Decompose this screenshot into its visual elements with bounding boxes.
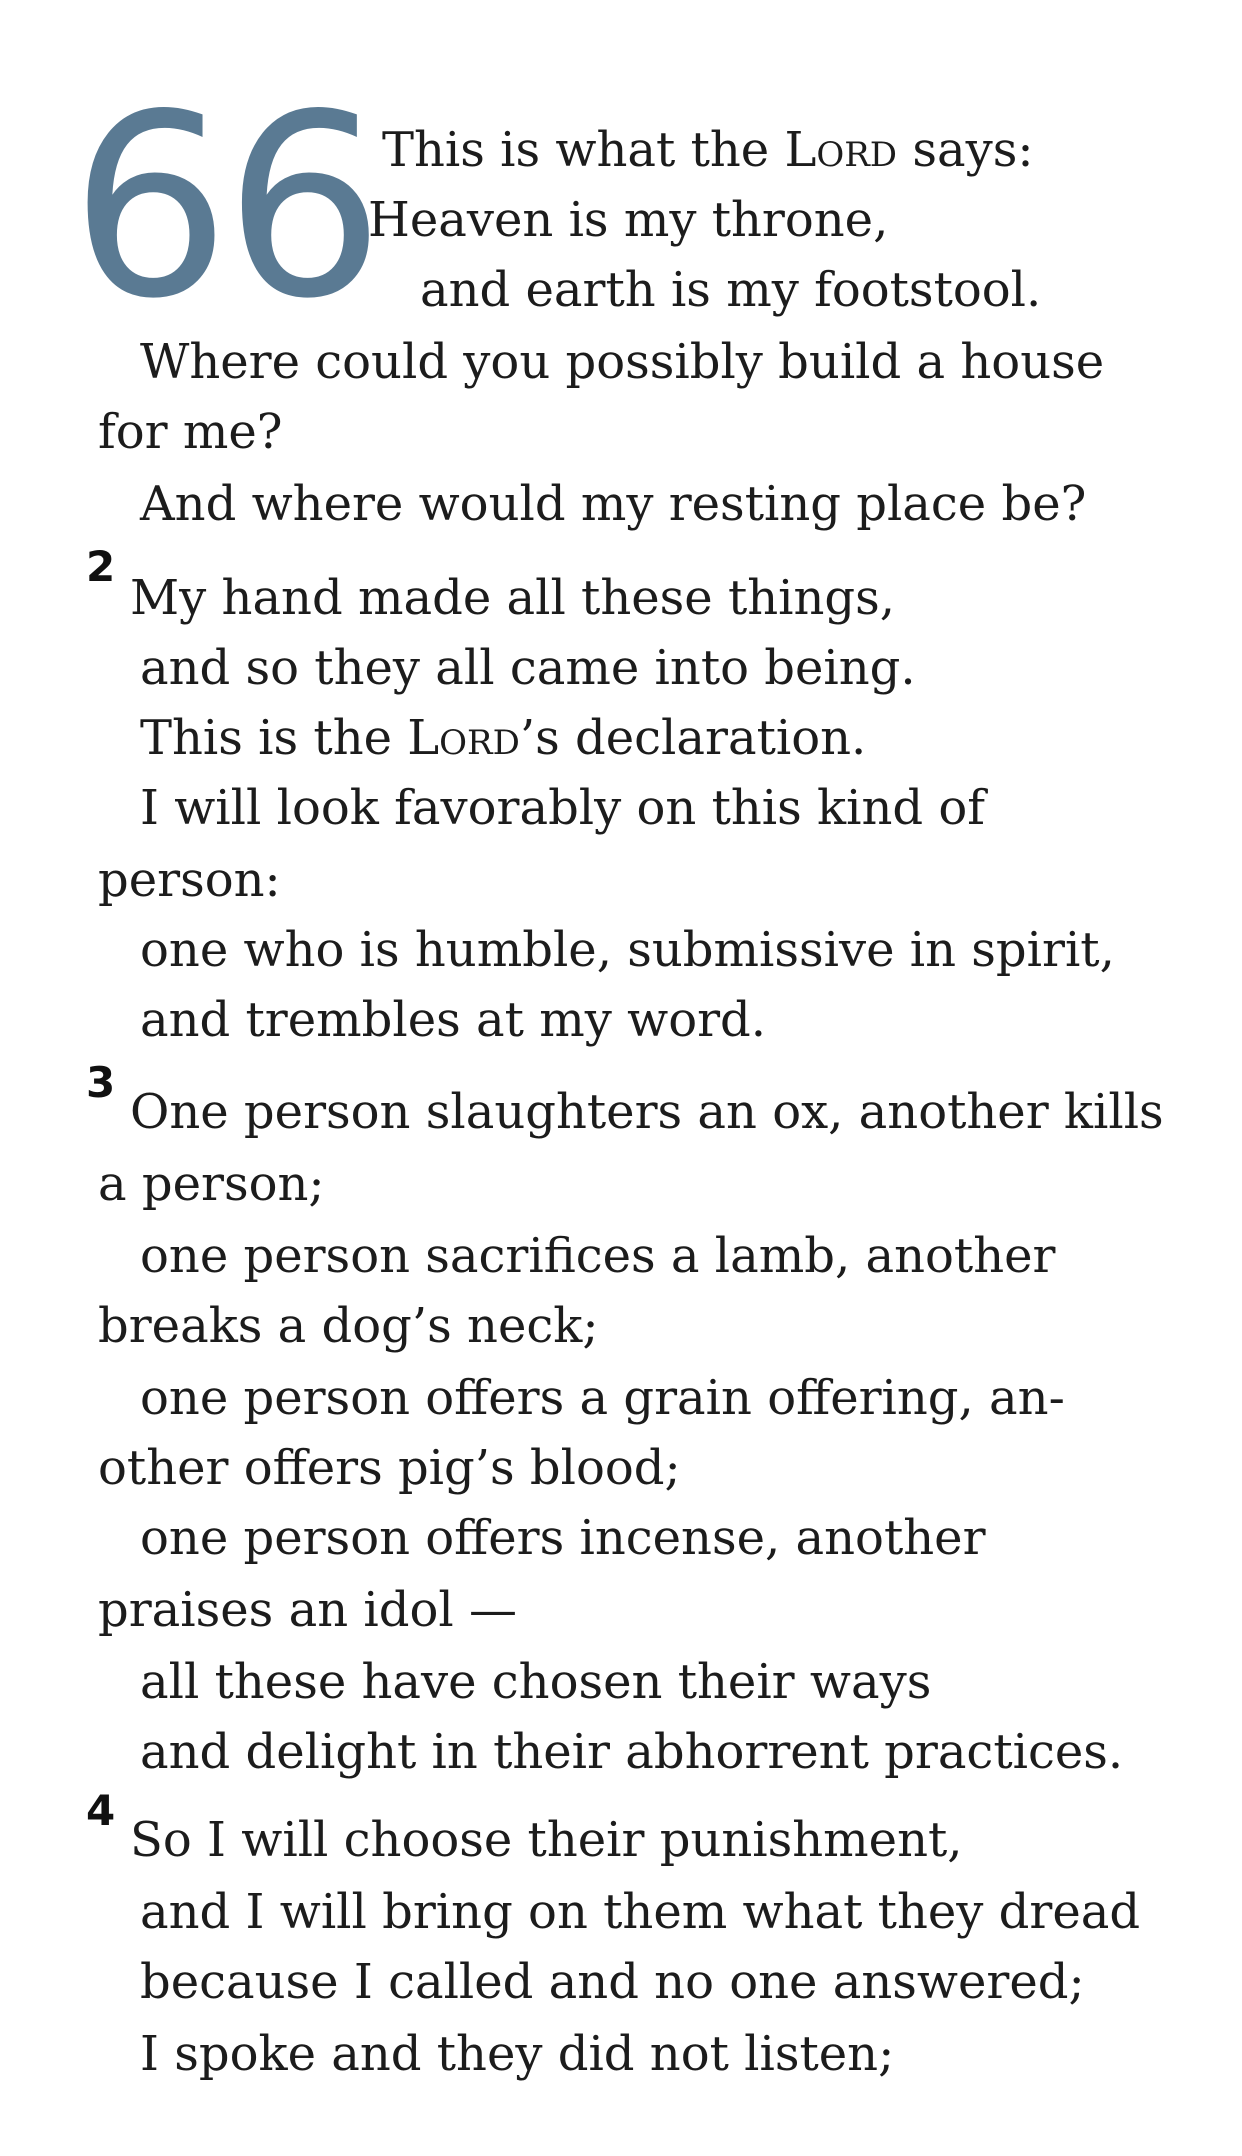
verse-line: and trembles at my word. bbox=[140, 992, 767, 1048]
verse-line: praises an idol — bbox=[98, 1582, 517, 1638]
verse-line: one who is humble, submissive in spirit, bbox=[140, 922, 1115, 978]
verse-line: So I will choose their punishment, bbox=[130, 1812, 963, 1868]
verse-number: 3 bbox=[86, 1058, 116, 1107]
verse-line: I spoke and they did not listen; bbox=[140, 2026, 895, 2082]
verse-line: other offers pig’s blood; bbox=[98, 1440, 681, 1496]
verse-line: and delight in their abhorrent practices. bbox=[140, 1724, 1124, 1780]
verse-line: and earth is my footstool. bbox=[420, 262, 1042, 318]
verse-line bbox=[140, 710, 867, 766]
divine-name: Lord bbox=[407, 710, 520, 766]
verse-line: and so they all came into being. bbox=[140, 640, 916, 696]
verse-text: This is what the bbox=[382, 122, 785, 178]
verse-line: because I called and no one answered; bbox=[140, 1954, 1085, 2010]
verse-line: for me? bbox=[98, 404, 283, 460]
verse-line: My hand made all these things, bbox=[130, 570, 896, 626]
verse-line: Heaven is my throne, bbox=[368, 192, 889, 248]
verse-text: This is the bbox=[140, 710, 408, 766]
verse-line: one person offers incense, another bbox=[140, 1510, 986, 1566]
verse-line: one person sacrifices a lamb, another bbox=[140, 1228, 1056, 1284]
verse-line: all these have chosen their ways bbox=[140, 1654, 932, 1710]
verse-line: And where would my resting place be? bbox=[140, 476, 1087, 532]
verse-line: a person; bbox=[98, 1156, 325, 1212]
verse-line: and I will bring on them what they dread bbox=[140, 1884, 1141, 1940]
verse-number: 4 bbox=[86, 1786, 116, 1835]
verse-text: says: bbox=[897, 122, 1034, 178]
verse-line: breaks a dog’s neck; bbox=[98, 1298, 599, 1354]
verse-line: one person offers a grain offering, an- bbox=[140, 1370, 1065, 1426]
verse-number: 2 bbox=[86, 542, 116, 591]
verse-line: person: bbox=[98, 852, 281, 908]
verse-line: Where could you possibly build a house bbox=[140, 334, 1105, 390]
chapter-number: 66 bbox=[70, 61, 379, 354]
divine-name: Lord bbox=[784, 122, 898, 178]
verse-line: One person slaughters an ox, another kills bbox=[130, 1084, 1164, 1140]
verse-line: I will look favorably on this kind of bbox=[140, 780, 986, 836]
verse-text: ’s declaration. bbox=[519, 710, 867, 766]
verse-line bbox=[382, 122, 1034, 178]
